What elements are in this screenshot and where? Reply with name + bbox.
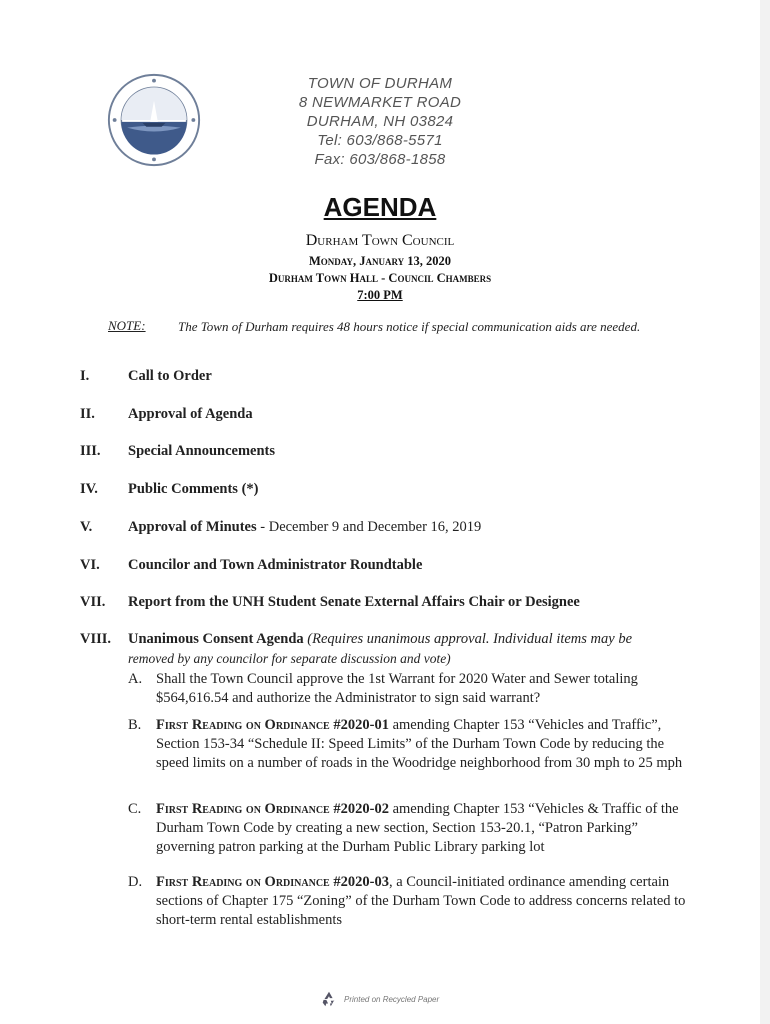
letterhead-town: TOWN OF DURHAM	[307, 75, 453, 92]
consent-item-number: #2020-02	[333, 801, 389, 817]
consent-item-letter: A.	[128, 671, 143, 687]
agenda-item-title: Approval of Agenda	[128, 406, 253, 422]
letterhead-city: DURHAM, NH 03824	[306, 113, 454, 130]
letterhead	[250, 74, 510, 169]
agenda-item-title: Report from the UNH Student Senate External Affairs Chair or Designee	[128, 594, 580, 610]
footer	[320, 990, 439, 1008]
consent-item-letter: C.	[128, 801, 142, 817]
consent-item-number: #2020-01	[333, 717, 389, 733]
consent-item-letter: D.	[128, 874, 143, 890]
letterhead-tel: Tel: 603/868-5571	[317, 132, 443, 149]
agenda-item-title: Special Announcements	[128, 443, 276, 459]
agenda-item-title: Call to Order	[128, 368, 212, 384]
agenda-item-title: Approval of Minutes	[128, 519, 257, 535]
agenda-item-number: III.	[80, 443, 101, 459]
town-seal-logo	[106, 72, 202, 168]
consent-item-lead: First Reading on Ordinance	[156, 874, 334, 890]
agenda-item-title: Councilor and Town Administrator Roundtable	[128, 557, 423, 573]
agenda-item-number: VII.	[80, 594, 106, 610]
agenda-title: AGENDA	[323, 192, 437, 222]
consent-item-lead: First Reading on Ordinance	[156, 717, 334, 733]
meeting-date: Monday, January 13, 2020	[308, 254, 452, 268]
agenda-item-title: Unanimous Consent Agenda	[128, 631, 304, 647]
consent-item-number: #2020-03	[333, 874, 389, 890]
agenda-item-number: I.	[80, 368, 90, 384]
consent-item-lead: First Reading on Ordinance	[156, 801, 334, 817]
recycle-icon	[320, 990, 338, 1008]
note-label: NOTE:	[108, 318, 146, 333]
footer-text: Printed on Recycled Paper	[344, 994, 440, 1004]
agenda-item-detail: (Requires unanimous approval. Individual items may be	[303, 631, 633, 647]
agenda-item-number: IV.	[80, 481, 98, 497]
agenda-item-title: Public Comments (*)	[128, 481, 259, 497]
letterhead-street: 8 NEWMARKET ROAD	[298, 94, 462, 111]
consent-item-letter: B.	[128, 717, 142, 733]
meeting-location: Durham Town Hall - Council Chambers	[268, 271, 492, 285]
note-text: The Town of Durham requires 48 hours notice if special communication aids are needed.	[178, 319, 641, 334]
consent-item-text: , a Council-initiated ordinance amending certain sections of Chapter 175 “Zoning” of the Durham Town Code to address concerns related to short-term rental establishments	[156, 874, 686, 928]
agenda-item-number: VI.	[80, 557, 100, 573]
letterhead-fax: Fax: 603/868-1858	[314, 151, 446, 168]
agenda-item-detail: - December 9 and December 16, 2019	[256, 519, 482, 535]
consent-item-text: amending Chapter 153 “Vehicles & Traffic of the Durham Town Code by creating a new section, Section 153-20.1, “Patron Parking” governing patron parking at the Durham Public Library parking lot	[156, 801, 679, 855]
page-edge	[760, 0, 770, 1024]
meeting-time: 7:00 PM	[357, 288, 403, 302]
agenda-item-number: II.	[80, 406, 95, 422]
agenda-item-number: VIII.	[80, 631, 112, 647]
consent-item-text: amending Chapter 153 “Vehicles and Traffic”, Section 153-34 “Schedule II: Speed Limits” of the Durham Town Code by reducing the speed limits on a number of roads in the Woodridge neighborhood from 30 mph to 25 mph	[156, 717, 683, 771]
agenda-item-number: V.	[80, 519, 93, 535]
consent-note-continued: removed by any councilor for separate discussion and vote)	[128, 651, 451, 666]
council-name: Durham Town Council	[305, 232, 455, 249]
consent-item-text: Shall the Town Council approve the 1st Warrant for 2020 Water and Sewer totaling $564,616.54 and authorize the Administrator to sign said warrant?	[156, 671, 638, 706]
